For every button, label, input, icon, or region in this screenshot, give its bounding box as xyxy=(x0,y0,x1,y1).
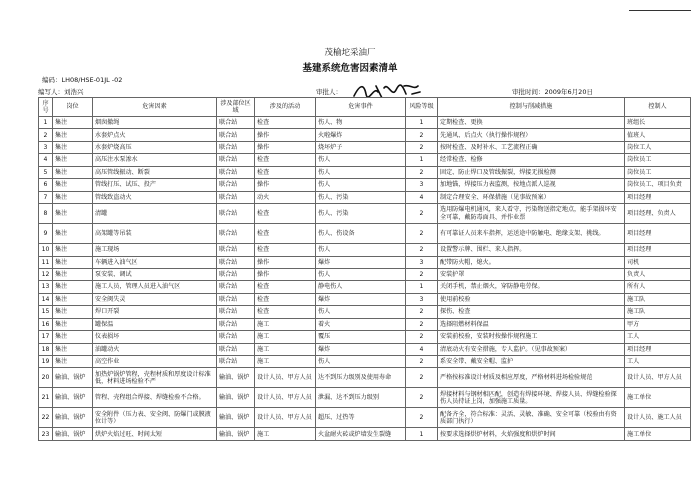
cell-controller: 项目经理 xyxy=(625,224,691,244)
cell-seq: 1 xyxy=(39,117,53,129)
cell-event: 伤人、污染 xyxy=(316,191,406,203)
col-post: 岗位 xyxy=(53,98,93,117)
cell-risk: 1 xyxy=(406,154,438,166)
cell-control: 固定、防止焊口及管线振裂，焊接无损检测 xyxy=(438,166,625,178)
cell-controller: 岗位员工 xyxy=(625,166,691,178)
cell-activity: 检查 xyxy=(255,166,316,178)
reviewer-label: 审批人： xyxy=(316,88,342,96)
cell-risk: 2 xyxy=(406,306,438,318)
cell-hazard: 施工人员，管理人员进入油气区 xyxy=(93,281,217,293)
cell-post: 集注 xyxy=(53,224,93,244)
cell-area: 联合站 xyxy=(217,256,255,268)
cell-event: 泄漏、达不到压力级别 xyxy=(316,388,406,408)
table-row xyxy=(39,331,691,343)
cell-hazard: 高压注水泵渗水 xyxy=(93,154,217,166)
cell-post: 集注 xyxy=(53,166,93,178)
cell-hazard: 车辆进入油气区 xyxy=(93,256,217,268)
top-rule xyxy=(629,10,691,11)
table-row xyxy=(39,141,691,153)
cell-hazard: 水套炉烧高压 xyxy=(93,141,217,153)
cell-event: 伤人 xyxy=(316,306,406,318)
cell-controller: 岗位员工 xyxy=(625,154,691,166)
cell-area: 联合站 xyxy=(217,343,255,355)
cell-hazard: 罐保温 xyxy=(93,318,217,330)
cell-activity: 施工 xyxy=(255,318,316,330)
cell-risk: 2 xyxy=(406,268,438,280)
cell-risk: 1 xyxy=(406,428,438,440)
cell-controller: 工人 xyxy=(625,356,691,368)
cell-control: 加地锚，焊接压力表监测，按地点派人巡视 xyxy=(438,179,625,191)
cell-seq: 11 xyxy=(39,256,53,268)
cell-control: 按时检查、及时补水、工艺流程正确 xyxy=(438,141,625,153)
cell-event: 火盆耐火砖或炉墙发生裂缝 xyxy=(316,428,406,440)
table-row xyxy=(39,166,691,178)
cell-area: 联合站 xyxy=(217,281,255,293)
cell-control: 有可靠证人员来车指挥，运送途中防触电、绝缘支架、挑线。 xyxy=(438,224,625,244)
cell-event: 超压、过热等 xyxy=(316,408,406,428)
cell-post: 集注 xyxy=(53,343,93,355)
cell-control: 严格按标准设计材质及相应厚度，严格材料进场检验规范 xyxy=(438,368,625,388)
table-row xyxy=(39,117,691,129)
cell-post: 集注 xyxy=(53,331,93,343)
col-control: 控制与削减措施 xyxy=(438,98,625,117)
cell-activity: 检查 xyxy=(255,293,316,305)
table-row xyxy=(39,356,691,368)
cell-control: 选择阻燃材料保温 xyxy=(438,318,625,330)
cell-control: 先通风、后点火（执行操作规程） xyxy=(438,129,625,141)
cell-control: 配带防火帽，熄火。 xyxy=(438,256,625,268)
cell-post: 输油、锅炉 xyxy=(53,368,93,388)
cell-area: 联合站 xyxy=(217,191,255,203)
cell-area: 输油、锅炉 xyxy=(217,408,255,428)
cell-area: 联合站 xyxy=(217,141,255,153)
cell-hazard: 安全附件（压力表、安全阀、防爆门或膜液位计等） xyxy=(93,408,217,428)
cell-seq: 6 xyxy=(39,179,53,191)
cell-seq: 10 xyxy=(39,244,53,256)
cell-event: 伤人、污染 xyxy=(316,204,406,224)
table-row xyxy=(39,293,691,305)
cell-event: 火啦爆炸 xyxy=(316,129,406,141)
cell-event: 伤人 xyxy=(316,356,406,368)
cell-control: 制定合理安全、环保措施（见事故预案） xyxy=(438,191,625,203)
cell-area: 联合站 xyxy=(217,117,255,129)
cell-seq: 19 xyxy=(39,356,53,368)
cell-risk: 2 xyxy=(406,204,438,224)
cell-control: 设置警示牌、围栏、来人指挥。 xyxy=(438,244,625,256)
cell-controller: 设计人员、甲方人员 xyxy=(625,368,691,388)
cell-seq: 14 xyxy=(39,293,53,305)
table-row xyxy=(39,368,691,388)
prepared-by: 编写人：刘浩兴 xyxy=(38,88,84,96)
cell-hazard: 高压管线振动、断裂 xyxy=(93,166,217,178)
cell-area: 联合站 xyxy=(217,129,255,141)
cell-risk: 1 xyxy=(406,117,438,129)
cell-controller: 施工队 xyxy=(625,293,691,305)
table-row xyxy=(39,179,691,191)
cell-activity: 操作 xyxy=(255,179,316,191)
cell-hazard: 油罐动火 xyxy=(93,343,217,355)
cell-activity: 检查 xyxy=(255,281,316,293)
cell-activity: 操作 xyxy=(255,141,316,153)
cell-seq: 4 xyxy=(39,154,53,166)
cell-control: 清底动火有安全措施，专人监护。（见事故预案） xyxy=(438,343,625,355)
cell-controller: 施工队 xyxy=(625,306,691,318)
cell-seq: 7 xyxy=(39,191,53,203)
cell-event: 伤人 xyxy=(316,179,406,191)
cell-risk: 3 xyxy=(406,256,438,268)
cell-risk: 2 xyxy=(406,356,438,368)
cell-controller: 设计人员、施工人员 xyxy=(625,408,691,428)
cell-area: 联合站 xyxy=(217,318,255,330)
cell-event: 达不到压力级别及使用寿命 xyxy=(316,368,406,388)
cell-control: 按要求选择烘炉材料，火焰强度和烘炉时间 xyxy=(438,428,625,440)
cell-hazard: 烘炉火焰过旺、时间太短 xyxy=(93,428,217,440)
cell-control: 使用前校验 xyxy=(438,293,625,305)
page-title: 基建系统危害因素清单 xyxy=(302,63,398,74)
col-hazard: 危害因素 xyxy=(93,98,217,117)
cell-hazard: 加热炉锅炉管程，壳程材质和厚度设计标准低，材料进场检验不严 xyxy=(93,368,217,388)
cell-area: 联合站 xyxy=(217,268,255,280)
cell-control: 探伤、检查 xyxy=(438,306,625,318)
cell-control: 安装前校验，安装时按操作规程施工 xyxy=(438,331,625,343)
cell-risk: 2 xyxy=(406,244,438,256)
cell-risk: 3 xyxy=(406,179,438,191)
col-event: 危害事件 xyxy=(316,98,406,117)
cell-area: 联合站 xyxy=(217,166,255,178)
cell-control: 系安全带、戴安全帽、监护 xyxy=(438,356,625,368)
cell-risk: 1 xyxy=(406,281,438,293)
cell-activity: 施工 xyxy=(255,428,316,440)
table-row xyxy=(39,306,691,318)
cell-area: 联合站 xyxy=(217,204,255,224)
cell-activity: 动火 xyxy=(255,191,316,203)
cell-controller: 施工单位 xyxy=(625,428,691,440)
cell-controller: 负责人 xyxy=(625,268,691,280)
cell-area: 联合站 xyxy=(217,306,255,318)
table-row xyxy=(39,318,691,330)
table-row xyxy=(39,428,691,440)
cell-event: 覆压 xyxy=(316,331,406,343)
cell-controller: 所有人 xyxy=(625,281,691,293)
col-activity: 涉及的活动 xyxy=(255,98,316,117)
cell-seq: 22 xyxy=(39,408,53,428)
col-controller: 控制人 xyxy=(625,98,691,117)
cell-risk: 4 xyxy=(406,191,438,203)
cell-controller: 项目经理 xyxy=(625,343,691,355)
cell-seq: 3 xyxy=(39,141,53,153)
cell-event: 着火 xyxy=(316,318,406,330)
cell-seq: 23 xyxy=(39,428,53,440)
cell-hazard: 施工现场 xyxy=(93,244,217,256)
cell-hazard: 管程、壳程组合焊接、焊缝检验不合格。 xyxy=(93,388,217,408)
table-row xyxy=(39,244,691,256)
cell-risk: 2 xyxy=(406,388,438,408)
cell-seq: 2 xyxy=(39,129,53,141)
cell-post: 输油、锅炉 xyxy=(53,428,93,440)
cell-activity: 操作 xyxy=(255,268,316,280)
cell-risk: 2 xyxy=(406,224,438,244)
cell-activity: 操作 xyxy=(255,129,316,141)
table-row xyxy=(39,224,691,244)
cell-post: 集注 xyxy=(53,281,93,293)
table-row xyxy=(39,408,691,428)
cell-hazard: 焊口开裂 xyxy=(93,306,217,318)
cell-activity: 设计人员、甲方人员 xyxy=(255,368,316,388)
cell-controller: 岗位工人 xyxy=(625,141,691,153)
cell-area: 输油、锅炉 xyxy=(217,388,255,408)
cell-activity: 检查 xyxy=(255,204,316,224)
cell-activity: 设计人员、甲方人员 xyxy=(255,408,316,428)
cell-post: 集注 xyxy=(53,256,93,268)
cell-controller: 班组长 xyxy=(625,117,691,129)
cell-risk: 2 xyxy=(406,129,438,141)
cell-control: 焊接材料与钢材相匹配，创造有焊接环境、焊接人员、焊缝检验探伤人员持证上岗，加强施工质量。 xyxy=(438,388,625,408)
cell-post: 集注 xyxy=(53,141,93,153)
cell-hazard: 高空作业 xyxy=(93,356,217,368)
cell-seq: 17 xyxy=(39,331,53,343)
cell-hazard: 安全阀失灵 xyxy=(93,293,217,305)
cell-seq: 9 xyxy=(39,224,53,244)
cell-activity: 检查 xyxy=(255,224,316,244)
cell-event: 爆炸 xyxy=(316,343,406,355)
col-area: 涉及部位区域 xyxy=(217,98,255,117)
cell-area: 联合站 xyxy=(217,224,255,244)
table-row xyxy=(39,129,691,141)
col-seq: 序号 xyxy=(39,98,53,117)
cell-post: 集注 xyxy=(53,154,93,166)
cell-post: 集注 xyxy=(53,179,93,191)
cell-area: 输油、锅炉 xyxy=(217,428,255,440)
doc-number: 编码：LH08/HSE-01JL -02 xyxy=(42,76,123,84)
cell-risk: 4 xyxy=(406,343,438,355)
col-risk: 风险等级 xyxy=(406,98,438,117)
cell-post: 集注 xyxy=(53,244,93,256)
cell-event: 伤人、伤设备 xyxy=(316,224,406,244)
approval-date: 审批时间：2009年6月20日 xyxy=(512,88,593,96)
table-row xyxy=(39,256,691,268)
cell-controller: 项目经理、负责人 xyxy=(625,204,691,224)
hazard-table xyxy=(38,97,691,441)
cell-seq: 21 xyxy=(39,388,53,408)
table-row xyxy=(39,204,691,224)
cell-hazard: 高架罐等吊装 xyxy=(93,224,217,244)
cell-post: 输油、锅炉 xyxy=(53,388,93,408)
cell-risk: 2 xyxy=(406,368,438,388)
cell-controller: 项目经理 xyxy=(625,191,691,203)
cell-event: 伤人 xyxy=(316,154,406,166)
table-row xyxy=(39,268,691,280)
cell-hazard: 仪表损坏 xyxy=(93,331,217,343)
cell-post: 集注 xyxy=(53,191,93,203)
cell-hazard: 烟囱撤绳 xyxy=(93,117,217,129)
cell-hazard: 管线致盗动火 xyxy=(93,191,217,203)
cell-seq: 5 xyxy=(39,166,53,178)
cell-activity: 检查 xyxy=(255,154,316,166)
cell-event: 伤人 xyxy=(316,244,406,256)
cell-event: 伤人 xyxy=(316,166,406,178)
cell-post: 集注 xyxy=(53,306,93,318)
cell-event: 爆炸 xyxy=(316,293,406,305)
cell-activity: 检查 xyxy=(255,117,316,129)
cell-post: 集注 xyxy=(53,117,93,129)
cell-post: 集注 xyxy=(53,356,93,368)
cell-controller: 甲方 xyxy=(625,318,691,330)
cell-activity: 施工 xyxy=(255,356,316,368)
cell-controller: 值班人 xyxy=(625,129,691,141)
cell-seq: 15 xyxy=(39,306,53,318)
cell-area: 联合站 xyxy=(217,356,255,368)
cell-seq: 20 xyxy=(39,368,53,388)
table-row xyxy=(39,343,691,355)
cell-area: 联合站 xyxy=(217,244,255,256)
cell-risk: 2 xyxy=(406,318,438,330)
cell-area: 联合站 xyxy=(217,179,255,191)
cell-risk: 2 xyxy=(406,141,438,153)
cell-control: 定期检查、更换 xyxy=(438,117,625,129)
cell-controller: 项目经理 xyxy=(625,244,691,256)
cell-controller: 工人 xyxy=(625,331,691,343)
cell-activity: 设计人员、甲方人员 xyxy=(255,388,316,408)
cell-area: 联合站 xyxy=(217,331,255,343)
cell-post: 集注 xyxy=(53,268,93,280)
cell-control: 选用防爆电机通风，来人看守，污染物送指定地点，能手架损坏安全可靠，戴防毒面具、并作业票 xyxy=(438,204,625,224)
cell-hazard: 清罐 xyxy=(93,204,217,224)
cell-post: 集注 xyxy=(53,204,93,224)
cell-activity: 施工 xyxy=(255,343,316,355)
table-row xyxy=(39,191,691,203)
cell-seq: 8 xyxy=(39,204,53,224)
cell-post: 集注 xyxy=(53,293,93,305)
cell-event: 伤人 xyxy=(316,268,406,280)
cell-activity: 检查 xyxy=(255,306,316,318)
cell-risk: 2 xyxy=(406,408,438,428)
cell-seq: 16 xyxy=(39,318,53,330)
cell-control: 经常检查、检修 xyxy=(438,154,625,166)
cell-area: 联合站 xyxy=(217,154,255,166)
cell-hazard: 泵安装、调试 xyxy=(93,268,217,280)
cell-event: 烧坏炉子 xyxy=(316,141,406,153)
cell-activity: 操作 xyxy=(255,256,316,268)
table-row xyxy=(39,154,691,166)
cell-event: 爆炸 xyxy=(316,256,406,268)
cell-risk: 2 xyxy=(406,331,438,343)
cell-seq: 12 xyxy=(39,268,53,280)
table-row xyxy=(39,388,691,408)
table-header-row xyxy=(39,98,691,117)
cell-control: 关闭手机，禁止烟火，穿防静电劳保。 xyxy=(438,281,625,293)
table-row xyxy=(39,281,691,293)
cell-post: 输油、锅炉 xyxy=(53,408,93,428)
cell-post: 集注 xyxy=(53,318,93,330)
cell-activity: 施工 xyxy=(255,331,316,343)
cell-area: 输油、锅炉 xyxy=(217,368,255,388)
org-name: 茂榆坨采油厂 xyxy=(324,48,376,58)
cell-risk: 3 xyxy=(406,293,438,305)
cell-activity: 检查 xyxy=(255,244,316,256)
cell-risk: 2 xyxy=(406,166,438,178)
cell-event: 伤人、物 xyxy=(316,117,406,129)
cell-seq: 18 xyxy=(39,343,53,355)
cell-post: 集注 xyxy=(53,129,93,141)
cell-controller: 施工单位 xyxy=(625,388,691,408)
cell-control: 配备齐全，符合标准：灵活、灵敏、准确、安全可靠（校验由有资质部门执行） xyxy=(438,408,625,428)
cell-controller: 司机 xyxy=(625,256,691,268)
cell-area: 联合站 xyxy=(217,293,255,305)
cell-hazard: 水套炉点火 xyxy=(93,129,217,141)
cell-event: 静电伤人 xyxy=(316,281,406,293)
cell-hazard: 管线打压、试压、投产 xyxy=(93,179,217,191)
cell-seq: 13 xyxy=(39,281,53,293)
cell-controller: 岗位员工、项目负责 xyxy=(625,179,691,191)
cell-control: 安装护罩 xyxy=(438,268,625,280)
